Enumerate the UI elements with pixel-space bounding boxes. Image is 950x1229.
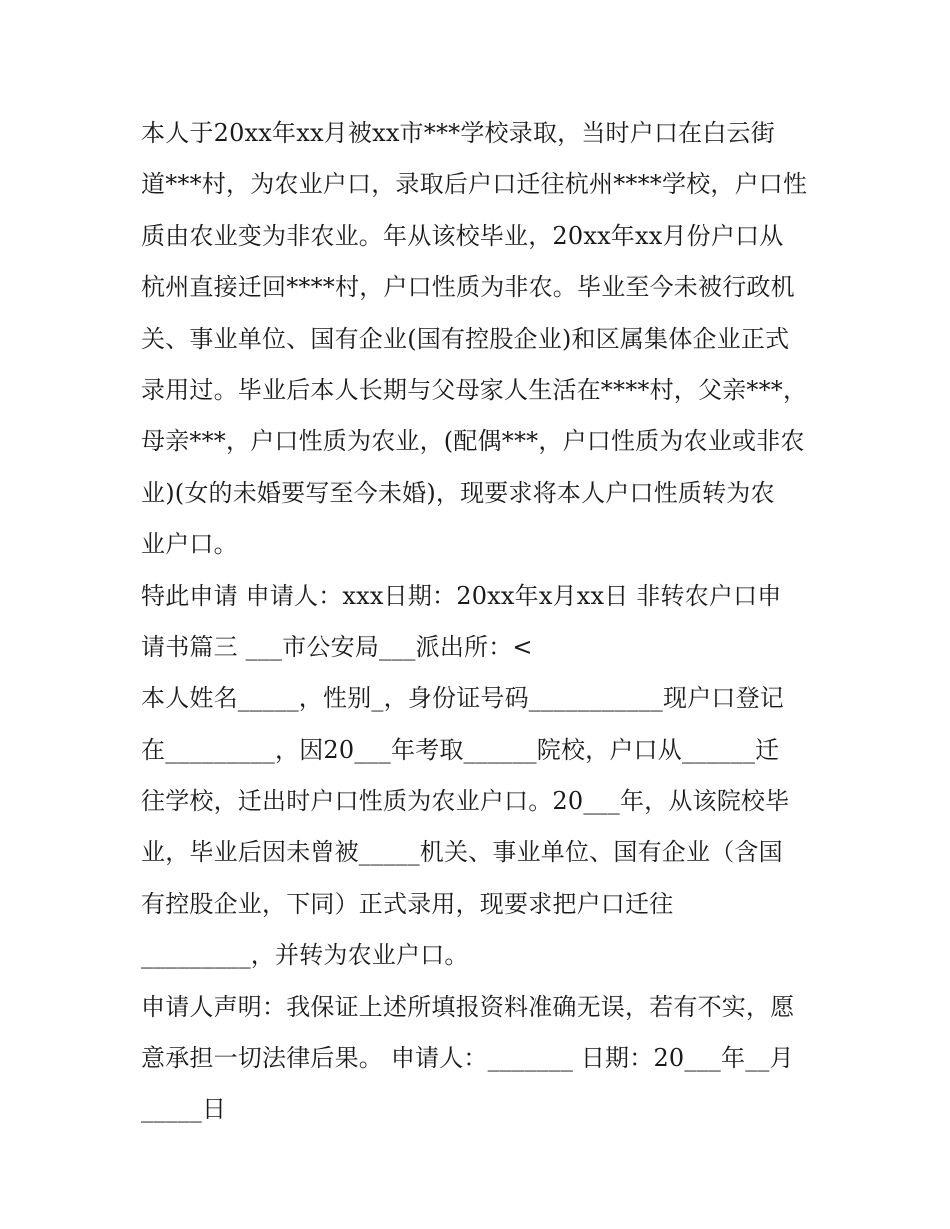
text-line: 关、事业单位、国有企业(国有控股企业)和区属集体企业正式 <box>141 324 790 353</box>
paragraph-template-body <box>141 673 817 981</box>
text-line: 道***村，为农业户口，录取后户口迁往杭州****学校，户口性 <box>141 170 808 199</box>
text-line: 录用过。毕业后本人长期与父母家人生活在****村，父亲***， <box>141 375 808 404</box>
text-line: 意承担一切法律后果。 申请人：_______ 日期：20___年__月 <box>141 1044 794 1073</box>
text-line: 在_________，因20___年考取______院校，户口从______迁 <box>141 735 780 764</box>
text-line: 特此申请 申请人：xxx日期：20xx年x月xx日 非转农户口申 <box>141 581 782 610</box>
text-line: 本人于20xx年xx月被xx市***学校录取，当时户口在白云街 <box>141 119 775 147</box>
text-line: 有控股企业，下同）正式录用，现要求把户口迁往 <box>141 889 674 918</box>
document-body <box>141 108 817 1136</box>
text-line: 业)(女的未婚要写至今未婚)，现要求将本人户口性质转为农 <box>141 478 775 507</box>
paragraph-application-reason <box>141 108 817 571</box>
text-line: 申请人声明：我保证上述所填报资料准确无误，若有不实，愿 <box>141 992 795 1021</box>
text-line: 业，毕业后因未曾被_____机关、事业单位、国有企业（含国 <box>141 838 783 867</box>
text-line: _____日 <box>141 1095 227 1124</box>
text-line: 母亲***，户口性质为农业，(配偶***，户口性质为农业或非农 <box>141 427 805 456</box>
text-line: 质由农业变为非农业。年从该校毕业，20xx年xx月份户口从 <box>141 221 784 250</box>
paragraph-signature-and-heading <box>141 571 817 674</box>
text-line: 往学校，迁出时户口性质为农业户口。20___年，从该院校毕 <box>141 787 790 816</box>
text-line: 请书篇三 ___市公安局___派出所：< <box>141 632 533 661</box>
text-line: 业户口。 <box>141 530 238 559</box>
paragraph-declaration <box>141 982 817 1136</box>
text-line: 本人姓名_____，性别_，身份证号码___________现户口登记 <box>141 684 784 713</box>
text-line: _________，并转为农业户口。 <box>141 941 469 970</box>
text-line: 杭州直接迁回****村，户口性质为非农。毕业至今未被行政机 <box>141 273 795 302</box>
